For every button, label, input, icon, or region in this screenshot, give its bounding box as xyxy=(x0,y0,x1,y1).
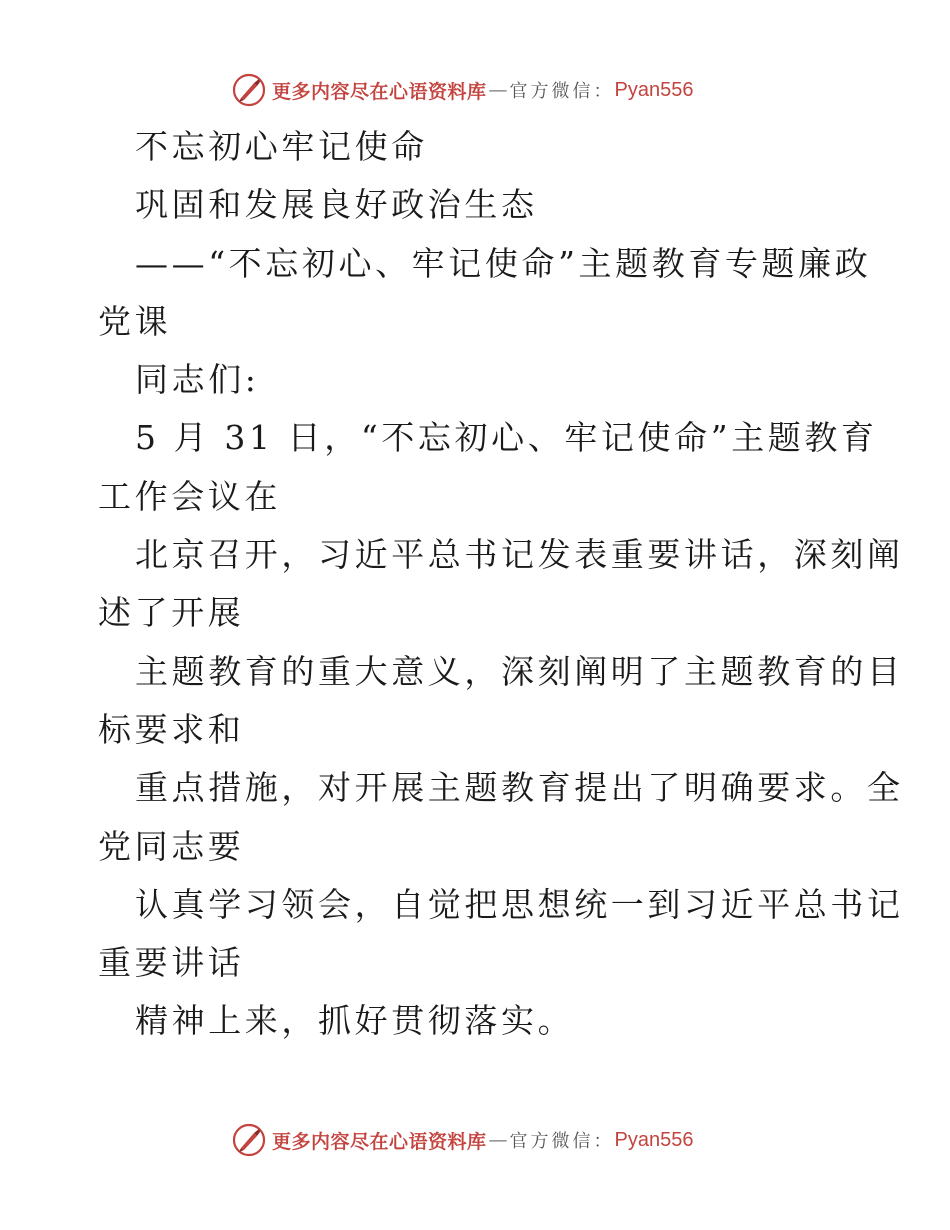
banner-wechat-label: 官方微信： xyxy=(509,81,615,102)
header-banner xyxy=(232,70,732,110)
text-line: 党课 xyxy=(98,301,172,341)
banner-wechat-label: 官方微信： xyxy=(509,1131,615,1152)
text-line: 同志们: xyxy=(135,360,260,400)
banner-brand-text: 更多内容尽在心语资料库 xyxy=(272,1130,487,1153)
text-line: 精神上来，抓好贯彻落实。 xyxy=(135,1001,575,1041)
text-line: 巩固和发展良好政治生态 xyxy=(135,185,538,225)
text-line: 北京召开，习近平总书记发表重要讲话，深刻阐 xyxy=(135,535,904,575)
quill-logo-icon xyxy=(232,73,266,107)
text-line: ——“不忘初心、牢记使命”主题教育专题廉政 xyxy=(135,243,872,283)
document-body xyxy=(98,118,904,1051)
banner-wechat-handle: Pyan556 xyxy=(614,1128,694,1151)
text-line: 5 月 31 日，“不忘初心、牢记使命”主题教育 xyxy=(135,418,878,458)
text-line: 主题教育的重大意义，深刻阐明了主题教育的目 xyxy=(135,651,904,691)
banner-wechat-handle: Pyan556 xyxy=(614,78,694,101)
banner-brand-text: 更多内容尽在心语资料库 xyxy=(272,80,487,103)
text-line: 认真学习领会，自觉把思想统一到习近平总书记 xyxy=(135,884,904,924)
quill-logo-icon xyxy=(232,1123,266,1157)
text-line: 党同志要 xyxy=(98,826,245,866)
text-line: 重要讲话 xyxy=(98,943,245,983)
footer-banner xyxy=(232,1120,732,1160)
text-line: 不忘初心牢记使命 xyxy=(135,127,428,166)
text-line: 工作会议在 xyxy=(98,476,281,516)
banner-dash: — xyxy=(488,79,508,101)
text-line: 标要求和 xyxy=(98,709,245,749)
banner-dash: — xyxy=(488,1129,508,1151)
text-line: 重点措施，对开展主题教育提出了明确要求。全 xyxy=(135,768,904,808)
text-line: 述了开展 xyxy=(98,593,245,633)
